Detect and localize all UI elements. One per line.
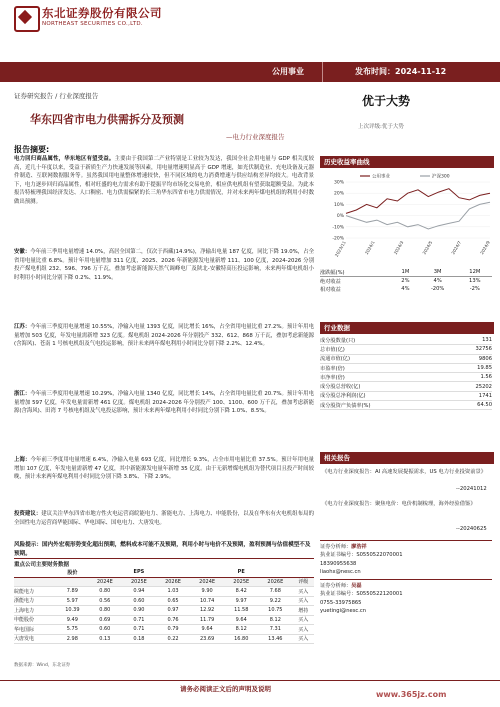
value-cell: 8.12 (258, 615, 292, 625)
table-row (14, 615, 314, 625)
market-row (320, 354, 492, 363)
value-cell: 8.42 (224, 587, 258, 597)
market-label: 成分股资产负债率(%) (320, 401, 450, 410)
related-heading: 相关报告 (320, 452, 494, 464)
y-tick-label: 10% (333, 202, 344, 208)
breadcrumb: 证券研究报告 / 行业深度报告 (14, 92, 99, 100)
company-logo (14, 6, 40, 32)
value-cell: 0.76 (156, 615, 190, 625)
publish-date: 发布时间：2024-11-12 (355, 67, 447, 76)
value-cell: 7.31 (258, 625, 292, 635)
value-cell: 8.12 (224, 625, 258, 635)
y-tick-label: -20% (332, 236, 344, 242)
value-cell: 9.90 (190, 587, 224, 597)
table-header-row (14, 568, 314, 577)
summary-paragraph: 投资建议：建议关注华东四省市地方性火电运营商皖能电力、浙能电力、上海电力、申能股份，以及在华东有火电机组布局的全国性电力运营商华能国际、华电国际、国电电力、大唐发电。 (14, 511, 314, 526)
company-cell: 皖能电力 (14, 587, 57, 597)
market-value: 19.85 (450, 363, 492, 372)
value-cell: 0.60 (122, 596, 156, 606)
x-tick-label: 2024/5 (421, 240, 434, 256)
company-cell: 大唐发电 (14, 634, 57, 644)
y-tick-label: -10% (332, 225, 344, 231)
value-cell: 12.92 (190, 606, 224, 616)
market-row (320, 345, 492, 354)
summary-paragraph: 江苏：今年前三季度用电量增速 10.55%，净输入电量 1393 亿度，同比增长 16%，占全省用电量比重 27.2%。预计年用电量增加 503 亿度，年发电量需新增 323 亿度。煤电机组 2024-2026 年分别投产 332、612、868 万千瓦，叠加考虑新能源(含海风)、苍南 1 号核电机组及气电投运影响，预计未来两年煤电利用小时同比分别下降 2.2%、12.4%。 (14, 324, 314, 348)
value-cell: 2.98 (57, 634, 88, 644)
market-value: 32756 (450, 345, 492, 354)
company-cell: 申能股份 (14, 615, 57, 625)
y-tick-label: 20% (333, 191, 344, 197)
market-label: 市盈率(倍) (320, 363, 450, 372)
value-cell: 23.69 (190, 634, 224, 644)
perf-header-row: 涨跌幅(%) 1M 3M 12M (320, 268, 492, 277)
market-value: 131 (450, 336, 492, 345)
table-row (14, 587, 314, 597)
section-divider (14, 558, 314, 559)
related-report-date: --20240625 (456, 526, 487, 532)
market-row (320, 401, 492, 410)
analyst-card: 证券分析师：吴磊 执业证书编号：S0550522120001 0755-33975865 yuetingi@nesc.cn (320, 583, 403, 614)
value-cell: 0.80 (88, 606, 122, 616)
previous-rating: 上次评级:优于大势 (358, 124, 404, 130)
summary-paragraph: 电力回归商品属性，华东地区有望受益。主要由于我国第二产业特别是工业较为发达，我国全社会用电量与 GDP 相关度较高，近几十年度以来，受益于新质生产力快速发展等因素，用电量增速明显高于 GDP 增速，如光伏制造业、充电设备及元器件制造、互联网数据服务等。虽然我国用电量整体增速较快，但不同区域的电力消费增速与供应结构差异均较大。电改背景下，电力逐步回归商品属性，相对旺盛的电力需求有助于提振平均市场化交易电价，相应供电机组有望获取超额受益。为此本报告特梳理我国经济发达、人口稠密、电力供需偏紧的长三角华东四省市电力供需情况，并对未来两年煤电机组的利用小时数做出预测。 (14, 156, 314, 205)
value-cell: 增持 (292, 606, 314, 616)
x-tick-label: 2023/11 (333, 240, 347, 258)
market-heading: 行业数据 (320, 322, 494, 334)
market-row (320, 336, 492, 345)
market-row (320, 373, 492, 382)
chart-heading: 历史收益率曲线 (320, 156, 494, 168)
value-cell: 0.71 (122, 615, 156, 625)
company-cell: 浙能电力 (14, 596, 57, 606)
performance-table (320, 268, 492, 293)
company-name-en: NORTHEAST SECURITIES CO.,LTD. (42, 21, 143, 27)
value-cell: 10.75 (258, 606, 292, 616)
value-cell: 1.03 (156, 587, 190, 597)
y-tick-label: 0% (336, 214, 344, 220)
value-cell: 10.74 (190, 596, 224, 606)
watermark: www.365jz.com (376, 690, 447, 699)
market-row (320, 391, 492, 400)
value-cell: 10.39 (57, 606, 88, 616)
table-row (14, 634, 314, 644)
value-cell: 9.64 (190, 625, 224, 635)
footer-line (0, 680, 500, 681)
value-cell: 0.56 (88, 596, 122, 606)
value-cell: 9.22 (258, 596, 292, 606)
summary-heading: 报告摘要: (14, 145, 50, 154)
market-label: 总市值(亿) (320, 345, 450, 354)
disclaimer: 请务必阅读正文后的声明及说明 (180, 685, 271, 693)
market-table (320, 336, 492, 410)
market-value: 25202 (450, 382, 492, 391)
legend-label: 沪深300 (432, 174, 450, 180)
fin-table-title: 重点公司主要财务数据 (14, 562, 70, 568)
value-cell: 0.71 (122, 625, 156, 635)
sector-label: 公用事业 (272, 67, 304, 76)
table-source: 数据来源：Wind，东北证券 (14, 663, 71, 668)
report-title: 华东四省市电力供需拆分及预测 (30, 113, 184, 126)
market-label: 成分股数量(只) (320, 336, 450, 345)
value-cell: 0.97 (156, 606, 190, 616)
value-cell: 16.80 (224, 634, 258, 644)
report-subtitle: —电力行业深度报告 (226, 133, 285, 141)
value-cell: 0.80 (88, 587, 122, 597)
related-report[interactable]: 《电力行业深度报告：AI 高速发展提振需求，US 电力行业投资前景》 (322, 469, 487, 475)
value-cell: 5.75 (57, 625, 88, 635)
summary-paragraph: 安徽：今年前三季用电量增速 14.0%，高居全国第二，仅次于西藏(14.9%)，净输出电量 187 亿度，同比下降 19.0%，占全省用电量比重 6.8%。预计年用电量增加 311 亿度，2025、2026 年新能源发电量新增 111、100 亿度，2024-2026 分别投产煤电机组 232、596、796 万千瓦，叠加考虑新能源天然气调峰电厂及陕北-安徽特高压投运影响，未来两年煤电机组小时利用小时同比分别下降 0.2%、11.9%。 (14, 249, 314, 281)
value-cell: 13.46 (258, 634, 292, 644)
value-cell: 买入 (292, 615, 314, 625)
value-cell: 0.60 (88, 625, 122, 635)
value-cell: 9.64 (224, 615, 258, 625)
value-cell: 0.79 (156, 625, 190, 635)
x-tick-label: 2024/9 (479, 240, 491, 256)
value-cell: 0.90 (122, 606, 156, 616)
return-chart (320, 170, 494, 265)
market-value: 64.50 (450, 401, 492, 410)
summary-paragraph: 浙江：今年前三季度用电量增速 10.29%，净输入电量 1340 亿度，同比增长 14%，占全省用电量比重 20.7%。预计年用电量增加 597 亿度，年发电量需新增 461 亿度。煤电机组 2024-2026 年分别投产 100、1100、600 万千瓦，叠加考虑新能源(含海风)、田湾 7 号核电机组及气电投运影响，预计未来两年煤电利用小时同比分别下降 1.0%、8.5%。 (14, 391, 314, 415)
value-cell: 11.79 (190, 615, 224, 625)
related-report[interactable]: 《电力行业深度报告：聚焦电价：电价机制梳理，海外经验借鉴》 (322, 501, 476, 507)
value-cell: 9.97 (224, 596, 258, 606)
value-cell: 9.49 (57, 615, 88, 625)
value-cell: 买入 (292, 634, 314, 644)
value-cell: 0.69 (88, 615, 122, 625)
pe-group-header: PE (190, 568, 292, 577)
financial-table (14, 568, 314, 644)
company-cell: 上海电力 (14, 606, 57, 616)
summary-paragraph: 上海：今年前三季度用电量增速 6.4%，净输入电量 693 亿度，同比增长 9.3%，占全市用电量比重 37.5%。预计年用电量增加 107 亿度，年发电量需新增 47 亿度，其中新能源发电量年新增 35 亿度。由于无新增煤电机组为替代项目且投产时间较晚，预计未来两年煤电利用小时同比分别下降 3.8%、下降 2.9%。 (14, 457, 314, 481)
value-cell: 0.65 (156, 596, 190, 606)
perf-row: 相对收益 4% -20% -2% (320, 286, 480, 293)
value-cell: 买入 (292, 596, 314, 606)
x-tick-label: 2024/1 (363, 240, 376, 256)
market-value: 1741 (450, 391, 492, 400)
perf-row: 绝对收益 2% 4% 13% (320, 278, 481, 285)
rating: 优于大势 (362, 94, 411, 108)
table-subheader-row: 2024E 2025E 2026E 2024E 2025E 2026E 评级 (14, 577, 314, 587)
x-tick-label: 2024/7 (450, 240, 463, 256)
x-tick-label: 2024/3 (392, 240, 405, 256)
table-row (14, 625, 314, 635)
company-name-cn: 东北证券股份有限公司 (42, 6, 162, 20)
price-header: 股价 (57, 568, 88, 577)
related-report-date: --20241012 (456, 486, 487, 492)
value-cell: 买入 (292, 625, 314, 635)
value-cell: 0.22 (156, 634, 190, 644)
legend-label: 公用事业 (372, 174, 390, 180)
market-row (320, 382, 492, 391)
market-value: 1.56 (450, 373, 492, 382)
market-label: 成分股总净利润(亿) (320, 391, 450, 400)
market-value: 9806 (450, 354, 492, 363)
company-cell: 华电国际 (14, 625, 57, 635)
analyst-divider (320, 540, 492, 541)
market-row (320, 363, 492, 372)
value-cell: 买入 (292, 587, 314, 597)
eps-group-header: EPS (88, 568, 190, 577)
table-row (14, 606, 314, 616)
risk-warning: 风险提示：国内外宏观形势变化超出预期，燃料成本可能不及预期，利用小时与电价不及预期，盈利预测与估值模型不及预期。 (14, 542, 311, 557)
value-cell: 11.58 (224, 606, 258, 616)
market-label: 市净率(倍) (320, 373, 450, 382)
value-cell: 7.68 (258, 587, 292, 597)
market-label: 成分股总营收(亿) (320, 382, 450, 391)
table-row (14, 596, 314, 606)
value-cell: 0.94 (122, 587, 156, 597)
value-cell: 7.89 (57, 587, 88, 597)
analyst-divider (320, 579, 492, 580)
market-label: 流通市值(亿) (320, 354, 450, 363)
value-cell: 0.13 (88, 634, 122, 644)
value-cell: 0.18 (122, 634, 156, 644)
y-tick-label: 30% (333, 180, 344, 186)
value-cell: 5.97 (57, 596, 88, 606)
band-divider (322, 62, 323, 82)
analyst-card: 证券分析师：廖浩祥 执业证书编号：S0550522070001 18390955638 liaohx@nesc.cn (320, 544, 403, 575)
